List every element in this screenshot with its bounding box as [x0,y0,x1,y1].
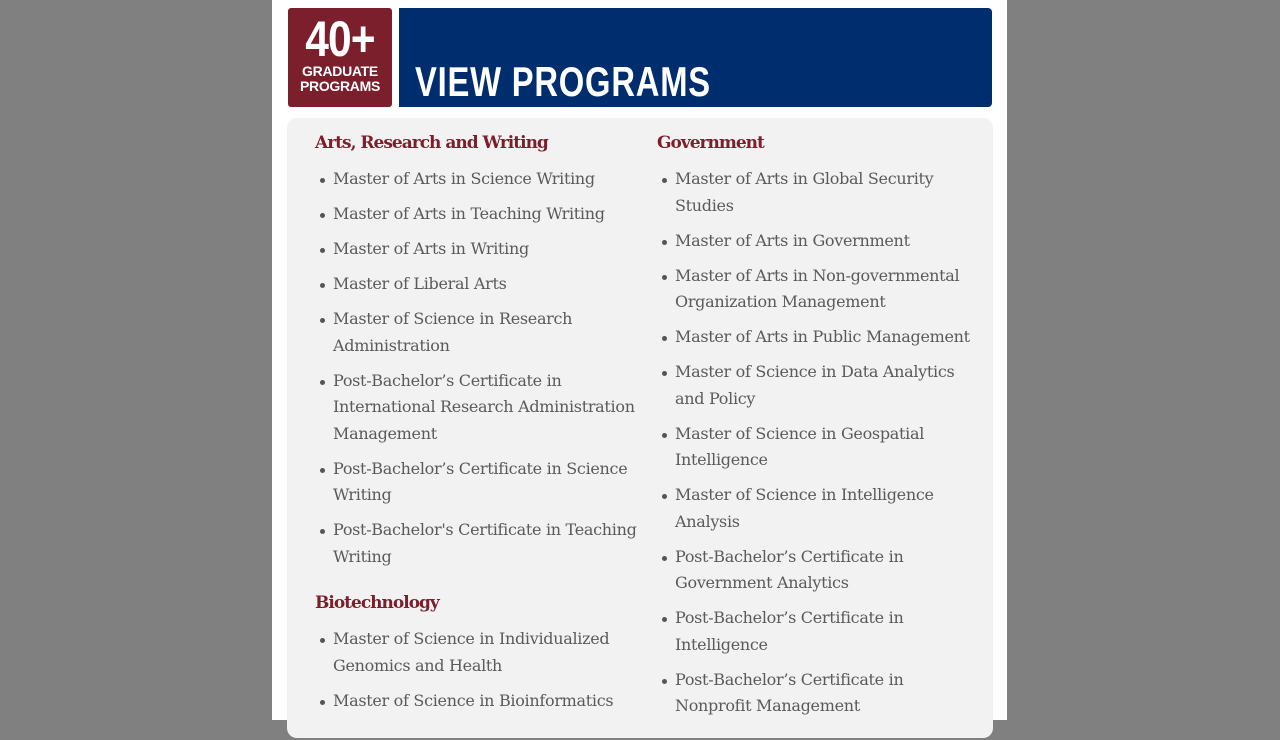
badge-line2: PROGRAMS [299,78,381,94]
program-link[interactable]: Master of Arts in Public Management [675,324,982,351]
view-programs-banner[interactable] [399,8,992,107]
program-link[interactable]: Master of Arts in Global Security Studies [675,166,982,219]
right-column [657,130,982,740]
program-link[interactable]: Master of Arts in Writing [333,236,640,263]
category-heading: Arts, Research and Writing [315,133,548,153]
program-link[interactable]: Post-Bachelor’s Certificate in Nonprofit Management [675,667,982,720]
program-list [657,166,982,720]
program-link[interactable]: Master of Arts in Teaching Writing [333,201,640,228]
program-link[interactable]: Master of Science in Data Analytics and Policy [675,359,982,412]
program-link[interactable]: Post-Bachelor’s Certificate in International Research Administration Management [333,368,640,448]
graduate-programs-badge [288,8,392,107]
category-heading: Biotechnology [315,593,439,613]
program-link[interactable]: Master of Science in Intelligence Analysis [675,482,982,535]
program-link[interactable]: Master of Science in Individualized Genomics and Health [333,626,640,679]
program-link[interactable]: Post-Bachelor’s Certificate in Intelligence [675,605,982,658]
program-link[interactable]: Master of Science in Bioinformatics [333,688,640,715]
program-link[interactable]: Post-Bachelor's Certificate in Teaching Writing [333,517,640,570]
programs-panel [287,118,993,738]
program-link[interactable]: Master of Science in Research Administration [333,306,640,359]
program-link[interactable]: Master of Liberal Arts [333,271,640,298]
program-link[interactable]: Master of Science in Geospatial Intelligence [675,421,982,474]
left-column [315,130,640,734]
program-link[interactable]: Post-Bachelor’s Certificate in Science Writing [333,456,640,509]
badge-line1: GRADUATE [302,63,378,79]
page [272,0,1007,720]
program-list [315,626,640,714]
program-link[interactable]: Master of Arts in Science Writing [333,166,640,193]
program-link[interactable]: Post-Bachelor’s Certificate in Government Analytics [675,544,982,597]
banner-title: VIEW PROGRAMS [415,58,711,105]
program-link[interactable]: Master of Arts in Non-governmental Organization Management [675,263,982,316]
program-link[interactable]: Master of Arts in Government [675,228,982,255]
program-list [315,166,640,570]
badge-number: 40+ [305,11,375,67]
category-heading: Government [657,133,764,153]
